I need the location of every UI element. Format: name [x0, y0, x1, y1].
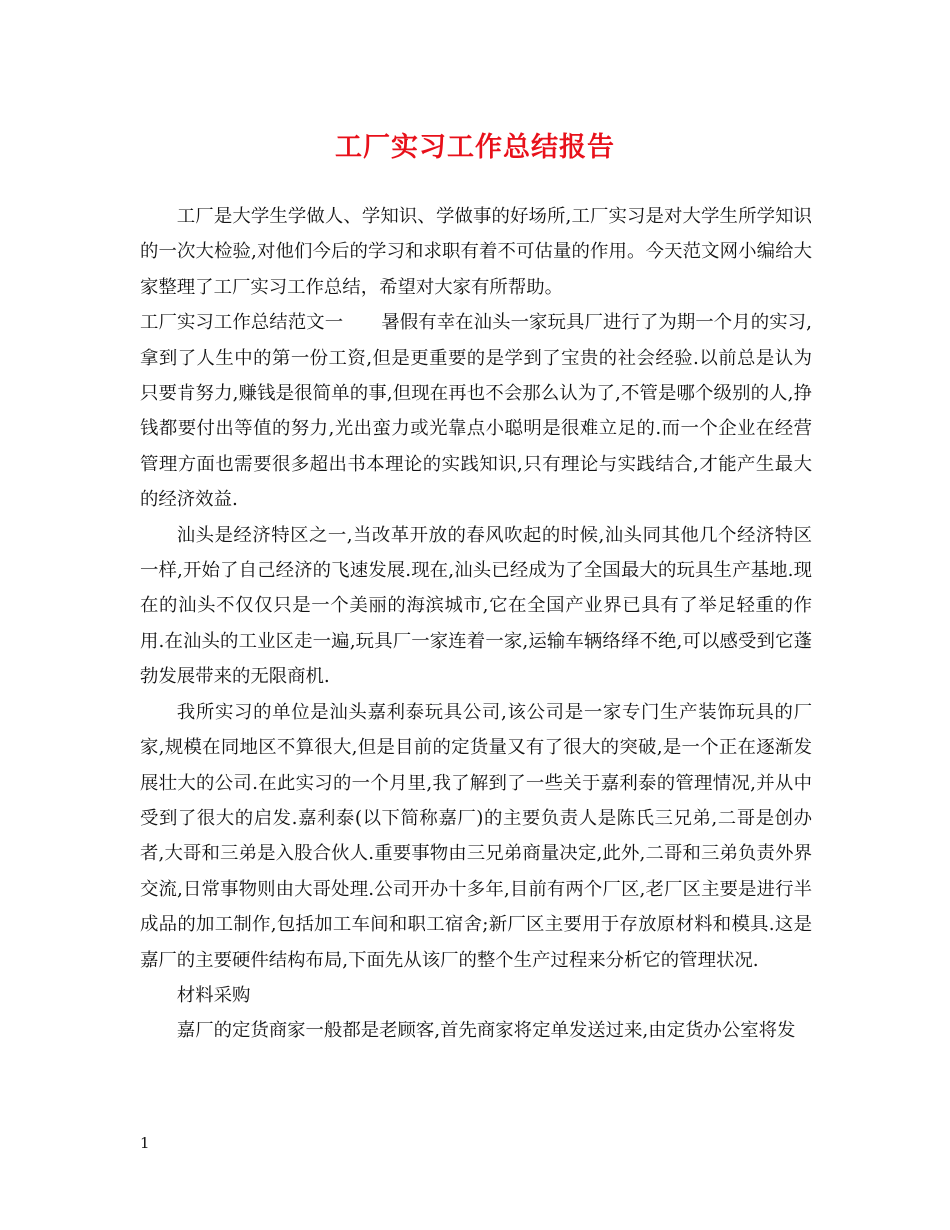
document-body	[140, 199, 812, 1049]
document-title: 工厂实习工作总结报告	[335, 132, 615, 163]
page-number: 1	[140, 1134, 150, 1152]
paragraph-3: 我所实习的单位是汕头嘉利泰玩具公司,该公司是一家专门生产装饰玩具的厂家,规模在同地区不算很大,但是目前的定货量又有了很大的突破,是一个正在逐渐发展壮大的公司.在此实习的一个月里,我了解到了一些关于嘉利泰的管理情况,并从中受到了很大的启发.嘉利泰(以下简称嘉厂)的主要负责人是陈氏三兄弟,二哥是创办者,大哥和三弟是入股合伙人.重要事物由三兄弟商量决定,此外,二哥和三弟负责外界交流,日常事物则由大哥处理.公司开办十多年,目前有两个厂区,老厂区主要是进行半成品的加工制作,包括加工车间和职工宿舍;新厂区主要用于存放原材料和模具.这是嘉厂的主要硬件结构布局,下面先从该厂的整个生产过程来分析它的管理状况.	[140, 701, 812, 971]
paragraph-2: 汕头是经济特区之一,当改革开放的春风吹起的时候,汕头同其他几个经济特区一样,开始了自己经济的飞速发展.现在,汕头已经成为了全国最大的玩具生产基地.现在的汕头不仅仅只是一个美丽的海滨城市,它在全国产业界已具有了举足轻重的作用.在汕头的工业区走一遍,玩具厂一家连着一家,运输车辆络绎不绝,可以感受到它蓬勃发展带来的无限商机.	[140, 524, 812, 688]
subheading-materials: 材料采购	[176, 984, 251, 1006]
section-first-text: 暑假有幸在汕头一家玩具厂进行了为期一个月的实习,拿到了人生中的第一份工资,但是更重要的是学到了宝贵的社会经验.以前总是认为只要肯努力,赚钱是很简单的事,但现在再也不会那么认为了,不管是哪个级别的人,挣钱都要付出等值的努力,光出蛮力或光靠点小聪明是很难立足的.而一个企业在经营管理方面也需要很多超出书本理论的实践知识,只有理论与实践结合,才能产生最大的经济效益.	[140, 312, 812, 511]
intro-paragraph: 工厂是大学生学做人、学知识、学做事的好场所,工厂实习是对大学生所学知识的一次大检验,对他们今后的学习和求职有着不可估量的作用。今天范文网小编给大家整理了工厂实习工作总结，希望对大家有所帮助。	[140, 206, 812, 298]
paragraph-4: 嘉厂的定货商家一般都是老顾客,首先商家将定单发送过来,由定货办公室将发	[176, 1020, 796, 1042]
section-paragraph	[140, 305, 812, 517]
section-label: 工厂实习工作总结范文一	[140, 312, 344, 334]
